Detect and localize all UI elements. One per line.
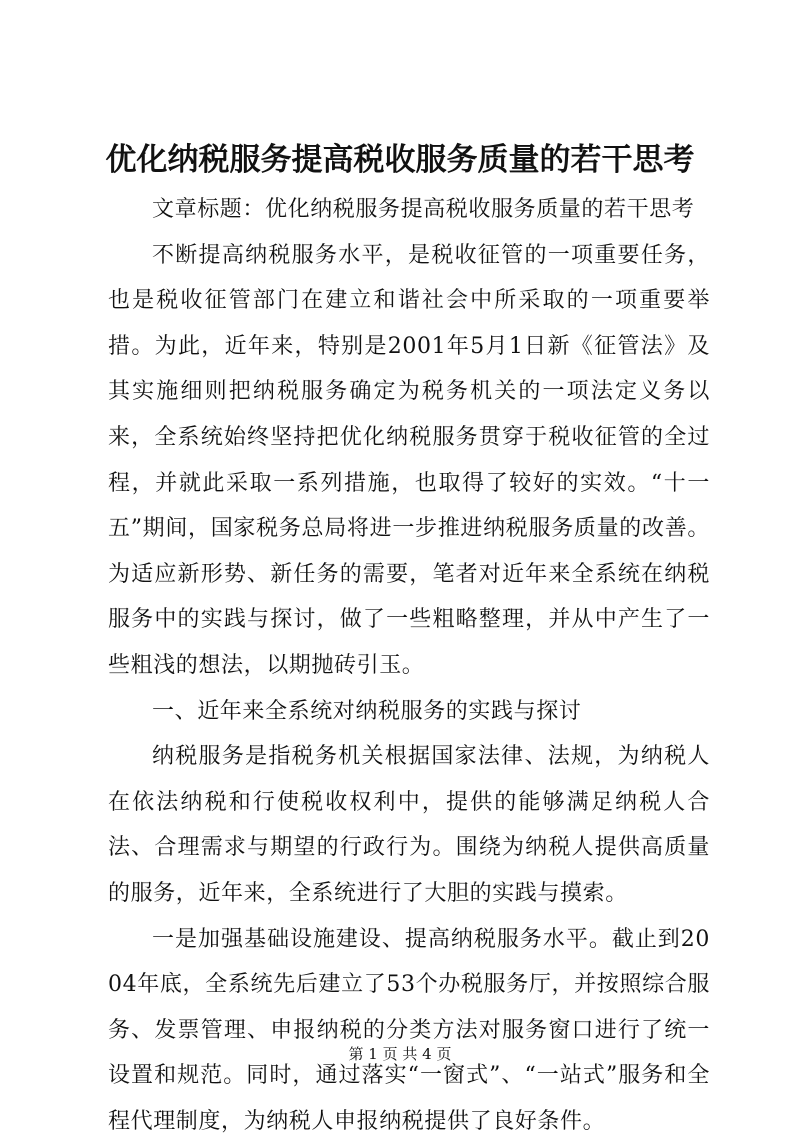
document-body [108,187,710,1144]
article-title-line: 文章标题：优化纳税服务提高税收服务质量的若干思考 [108,187,710,233]
document-title: 优化纳税服务提高税收服务质量的若干思考 [0,138,800,182]
definition-paragraph: 纳税服务是指税务机关根据国家法律、法规，为纳税人在依法纳税和行使税收权利中，提供的能够满足纳税人合法、合理需求与期望的行政行为。围绕为纳税人提供高质量的服务，近年来，全系统进行了大胆的实践与摸索。 [108,734,710,916]
section-heading: 一、近年来全系统对纳税服务的实践与探讨 [108,689,710,735]
intro-paragraph: 不断提高纳税服务水平，是税收征管的一项重要任务，也是税收征管部门在建立和谐社会中所采取的一项重要举措。为此，近年来，特别是2001年5月1日新《征管法》及其实施细则把纳税服务确定为税务机关的一项法定义务以来，全系统始终坚持把优化纳税服务贯穿于税收征管的全过程，并就此采取一系列措施，也取得了较好的实效。“十一五”期间，国家税务总局将进一步推进纳税服务质量的改善。为适应新形势、新任务的需要，笔者对近年来全系统在纳税服务中的实践与探讨，做了一些粗略整理，并从中产生了一些粗浅的想法，以期抛砖引玉。 [108,233,710,689]
page-number-footer: 第 1 页 共 4 页 [0,1044,800,1064]
infrastructure-paragraph: 一是加强基础设施建设、提高纳税服务水平。截止到2004年底，全系统先后建立了53个办税服务厅，并按照综合服务、发票管理、申报纳税的分类方法对服务窗口进行了统一设置和规范。同时，通过落实“一窗式”、“一站式”服务和全程代理制度，为纳税人申报纳税提供了良好条件。 [108,917,710,1144]
